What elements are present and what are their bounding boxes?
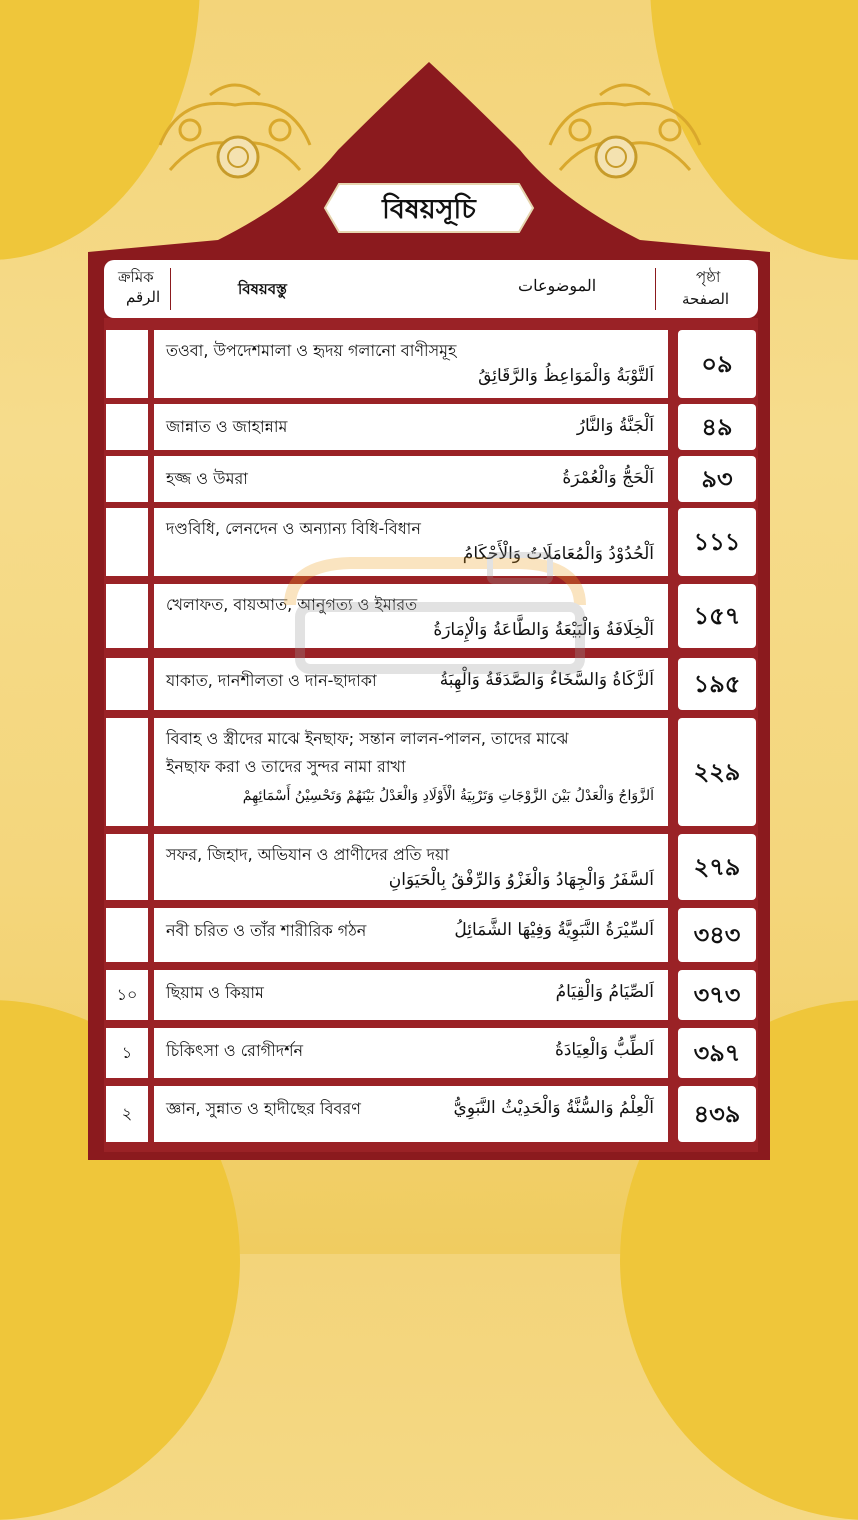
- serial-cell: [106, 834, 148, 900]
- topic-arabic: اَلطِّبُّ وَالْعِيَادَةُ: [554, 1040, 654, 1060]
- header-divider: [170, 268, 171, 310]
- topic-bengali: যাকাত, দানশীলতা ও দান-ছাদাকা: [166, 671, 377, 690]
- topic-header-bn: বিষয়বস্তু: [238, 280, 287, 298]
- floral-ornament-left: [150, 75, 320, 205]
- page-number-cell: ১৫৭: [678, 584, 756, 648]
- page-number-cell: ৯৩: [678, 456, 756, 502]
- page-number-cell: ৩৪৩: [678, 908, 756, 962]
- topic-cell: [154, 1028, 668, 1078]
- table-row: [104, 1086, 758, 1142]
- topic-cell: [154, 718, 668, 826]
- topic-bengali: জান্নাত ও জাহান্নাম: [166, 417, 288, 436]
- table-row: [104, 1028, 758, 1078]
- serial-cell: [106, 508, 148, 576]
- topic-cell: [154, 404, 668, 450]
- serial-cell: [106, 718, 148, 826]
- serial-header-ar: الرقم: [126, 288, 161, 306]
- page-header-bn: পৃষ্ঠা: [696, 268, 721, 286]
- table-row: [104, 330, 758, 398]
- topic-cell: [154, 834, 668, 900]
- serial-cell: [106, 584, 148, 648]
- topic-bengali-line2: ইনছাফ করা ও তাদের সুন্দর নামা রাখা: [166, 757, 406, 776]
- page-number-cell: ৩৭৩: [678, 970, 756, 1020]
- topic-arabic: اَلْحُدُوْدُ وَالْمُعَامَلَاتُ وَالْأَحْكَامُ: [462, 544, 654, 564]
- page-header-ar: الصفحة: [682, 290, 730, 308]
- table-row: [104, 456, 758, 502]
- serial-cell: ১০: [106, 970, 148, 1020]
- serial-cell: [106, 658, 148, 710]
- topic-cell: [154, 970, 668, 1020]
- topic-cell: [154, 330, 668, 398]
- topic-arabic: اَلسَّفَرُ وَالْجِهَادُ وَالْغَزْوُ وَالرِّفْقُ بِالْحَيَوَانِ: [388, 870, 654, 890]
- publisher-watermark: [270, 545, 600, 685]
- table-row: [104, 404, 758, 450]
- serial-cell: [106, 404, 148, 450]
- title-banner: [321, 180, 537, 236]
- header-divider: [655, 268, 656, 310]
- page-title: বিষয়সূচি: [382, 194, 476, 225]
- topic-arabic: اَلصِّيَامُ وَالْقِيَامُ: [555, 982, 654, 1002]
- page-number-cell: ২২৯: [678, 718, 756, 826]
- topic-bengali: তওবা, উপদেশমালা ও হৃদয় গলানো বাণীসমূহ: [166, 341, 457, 360]
- page-number-cell: ৩৯৭: [678, 1028, 756, 1078]
- topic-arabic: اَلْحَجُّ وَالْعُمْرَةُ: [562, 468, 654, 488]
- topic-bengali: বিবাহ ও স্ত্রীদের মাঝে ইনছাফ; সন্তান লালন-পালন, তাদের মাঝে: [166, 729, 569, 748]
- topic-header-ar: الموضوعات: [518, 276, 597, 295]
- topic-bengali: সফর, জিহাদ, অভিযান ও প্রাণীদের প্রতি দয়া: [166, 845, 450, 864]
- topic-bengali: দণ্ডবিধি, লেনদেন ও অন্যান্য বিধি-বিধান: [166, 519, 421, 538]
- topic-arabic: اَلسِّيْرَةُ النَّبَوِيَّةُ وَفِيْهَا الشَّمَائِلُ: [454, 920, 654, 940]
- topic-arabic: اَلتَّوْبَةُ وَالْمَوَاعِظُ وَالرَّقَائِقُ: [478, 366, 654, 386]
- page-number-cell: ২৭৯: [678, 834, 756, 900]
- serial-cell: ১: [106, 1028, 148, 1078]
- topic-cell: [154, 1086, 668, 1142]
- topic-cell: [154, 908, 668, 962]
- topic-bengali: নবী চরিত ও তাঁর শারীরিক গঠন: [166, 921, 367, 940]
- serial-cell: ২: [106, 1086, 148, 1142]
- page-number-cell: ০৯: [678, 330, 756, 398]
- floral-ornament-right: [540, 75, 710, 205]
- serial-cell: [106, 330, 148, 398]
- page-number-cell: ১১১: [678, 508, 756, 576]
- topic-bengali: হজ্জ ও উমরা: [166, 469, 248, 488]
- serial-cell: [106, 908, 148, 962]
- topic-arabic: اَلْعِلْمُ وَالسُّنَّةُ وَالْحَدِيْثُ النَّبَوِيُّ: [453, 1098, 654, 1118]
- topic-bengali: জ্ঞান, সুন্নাত ও হাদীছের বিবরণ: [166, 1099, 361, 1118]
- table-row: [104, 908, 758, 962]
- topic-arabic: اَلزَّوَاجُ وَالْعَدْلُ بَيْنَ الزَّوْجَاتِ وَتَرْبِيَةُ الْأَوْلَادِ وَالْعَدْلُ بَيْنَهُمْ وَتَحْسِيْنُ أَسْمَائِهِمْ: [242, 788, 654, 804]
- topic-bengali: খেলাফত, বায়আত, আনুগত্য ও ইমারত: [166, 595, 418, 614]
- table-header: [104, 260, 758, 318]
- page-number-cell: ১৯৫: [678, 658, 756, 710]
- serial-header-bn: ক্রমিক: [118, 268, 154, 286]
- topic-arabic: اَلْخِلَافَةُ وَالْبَيْعَةُ وَالطَّاعَةُ وَالْإِمَارَةُ: [433, 620, 654, 640]
- page-number-cell: ৪৯: [678, 404, 756, 450]
- page-number-cell: ৪৩৯: [678, 1086, 756, 1142]
- topic-arabic: اَلْجَنَّةُ وَالنَّارُ: [576, 416, 654, 436]
- table-row: [104, 718, 758, 826]
- topic-bengali: চিকিৎসা ও রোগীদর্শন: [166, 1041, 304, 1060]
- table-row: [104, 834, 758, 900]
- topic-cell: [154, 456, 668, 502]
- table-row: [104, 970, 758, 1020]
- topic-bengali: ছিয়াম ও কিয়াম: [166, 983, 264, 1002]
- topic-arabic: اَلزَّكَاةُ وَالسَّخَاءُ وَالصَّدَقَةُ وَالْهِبَةُ: [439, 670, 654, 690]
- serial-cell: [106, 456, 148, 502]
